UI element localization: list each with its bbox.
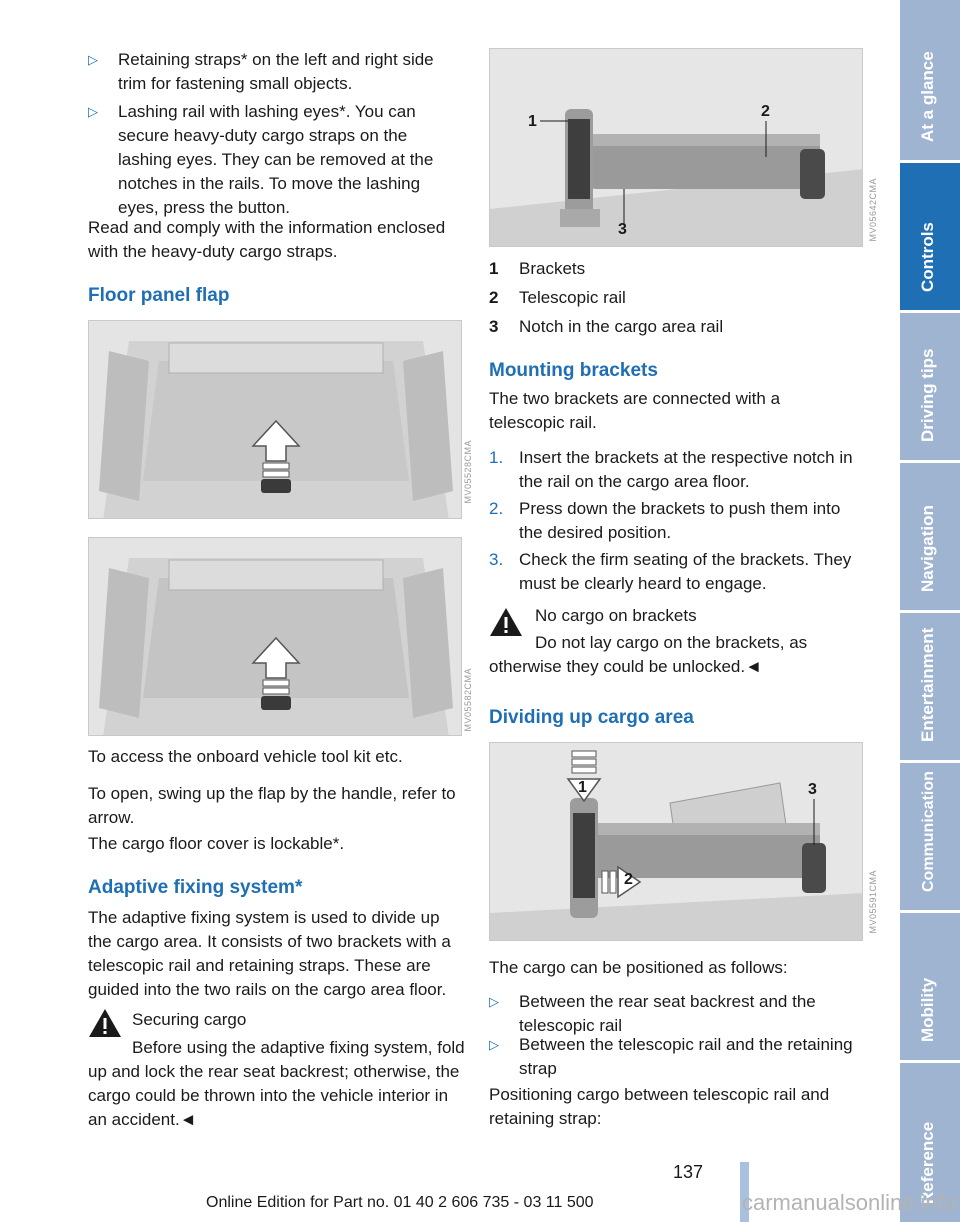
legend-item: [489, 315, 789, 339]
legend-number: 2: [489, 288, 499, 307]
cargo-floor-image-open: [88, 537, 462, 736]
tab-communication[interactable]: [900, 763, 960, 910]
callout-label-2: 2: [761, 103, 770, 120]
tab-label: At a glance: [918, 51, 937, 142]
legend-text: Brackets: [519, 259, 586, 278]
tab-label: Mobility: [918, 977, 937, 1042]
bullet-marker-icon: ▷: [489, 994, 499, 1009]
tab-navigation[interactable]: [900, 463, 960, 610]
warning-text-no-cargo: Do not lay cargo on the brackets, as otherwise they could be unlocked.◄: [489, 633, 808, 676]
legend-number: 3: [489, 317, 499, 336]
legend-item: [489, 286, 789, 310]
step-number: 3.: [489, 550, 504, 569]
paragraph-access-toolkit: To access the onboard vehicle tool kit etc.: [88, 747, 403, 766]
warning-text-securing-cargo: Before using the adaptive fixing system, fold up and lock the rear seat backrest; otherwise, the cargo could be thrown into the vehicle interior in an accident.◄: [88, 1038, 465, 1129]
callout-label-1: 1: [578, 779, 587, 796]
tab-mobility[interactable]: [900, 913, 960, 1060]
paragraph-positioning-cargo: Positioning cargo between telescopic rail and retaining strap:: [489, 1085, 830, 1128]
heading-dividing-cargo: Dividing up cargo area: [489, 707, 694, 728]
image-code: MV05528CMA: [463, 440, 473, 504]
heading-floor-panel-flap: Floor panel flap: [88, 285, 230, 306]
image-code: MV05642CMA: [868, 178, 878, 242]
page-number: 137: [673, 1162, 704, 1182]
tab-label: Reference: [918, 1121, 937, 1204]
bullet-text: Retaining straps* on the left and right side trim for fastening small objects.: [118, 50, 434, 93]
tab-label: Communication: [920, 771, 937, 892]
bullet-marker-icon: ▷: [88, 104, 98, 119]
bullet-text: Between the rear seat backrest and the telescopic rail: [519, 992, 816, 1035]
warning-title-securing-cargo: Securing cargo: [132, 1010, 247, 1029]
tab-label: Controls: [918, 222, 937, 292]
step-number: 2.: [489, 499, 504, 518]
paragraph-positioned: The cargo can be positioned as follows:: [489, 958, 788, 977]
legend-item: [489, 257, 789, 281]
step-text: Insert the brackets at the respective notch in the rail on the cargo area floor.: [519, 448, 853, 491]
cargo-floor-image-closed: [88, 320, 462, 519]
warning-title-no-cargo: No cargo on brackets: [535, 606, 697, 625]
legend-number: 1: [489, 259, 499, 278]
image-code: MV05582CMA: [463, 668, 473, 732]
callout-label-3: 3: [618, 221, 627, 238]
heading-mounting-brackets: Mounting brackets: [489, 360, 658, 381]
step-text: Press down the brackets to push them into the desired position.: [519, 499, 841, 542]
legend-text: Notch in the cargo area rail: [519, 317, 724, 336]
step-number: 1.: [489, 448, 504, 467]
legend-text: Telescopic rail: [519, 288, 626, 307]
tab-at-a-glance[interactable]: [900, 0, 960, 160]
callout-label-1: 1: [528, 113, 537, 130]
image-code: MV05591CMA: [868, 870, 878, 934]
tab-driving-tips[interactable]: [900, 313, 960, 460]
tab-label: Navigation: [918, 505, 937, 592]
watermark: carmanualsonline.info: [742, 1190, 957, 1215]
dividing-cargo-image: [489, 742, 863, 941]
paragraph-read-comply: Read and comply with the information enclosed with the heavy-duty cargo straps.: [88, 218, 446, 261]
paragraph-adaptive: The adaptive fixing system is used to divide up the cargo area. It consists of two brackets with a telescopic rail and retaining straps. These are guided into the two rails on the cargo area floor.: [88, 908, 451, 999]
heading-adaptive-fixing: Adaptive fixing system*: [88, 877, 303, 898]
tab-label: Entertainment: [918, 627, 937, 742]
bullet-text: Lashing rail with lashing eyes*. You can secure heavy-duty cargo straps on the lashing eyes. They can be removed at the notches in the rails. To move the lashing eyes, press the button.: [118, 102, 434, 217]
paragraph-mounting: The two brackets are connected with a telescopic rail.: [489, 389, 781, 432]
callout-label-2: 2: [624, 871, 633, 888]
paragraph-open-flap: To open, swing up the flap by the handle, refer to arrow.: [88, 784, 456, 827]
bullet-text: Between the telescopic rail and the retaining strap: [519, 1035, 853, 1078]
paragraph-lockable: The cargo floor cover is lockable*.: [88, 834, 345, 853]
tab-controls[interactable]: [900, 163, 960, 310]
step-text: Check the firm seating of the brackets. They must be clearly heard to engage.: [519, 550, 852, 593]
bullet-marker-icon: ▷: [88, 52, 98, 67]
brackets-rail-image: [489, 48, 863, 247]
tab-label: Driving tips: [918, 348, 937, 442]
footer-online-edition: Online Edition for Part no. 01 40 2 606 735 - 03 11 500: [206, 1194, 594, 1211]
callout-label-3: 3: [808, 781, 817, 798]
bullet-marker-icon: ▷: [489, 1037, 499, 1052]
warning-triangle-icon: [88, 1008, 122, 1038]
tab-entertainment[interactable]: [900, 613, 960, 760]
